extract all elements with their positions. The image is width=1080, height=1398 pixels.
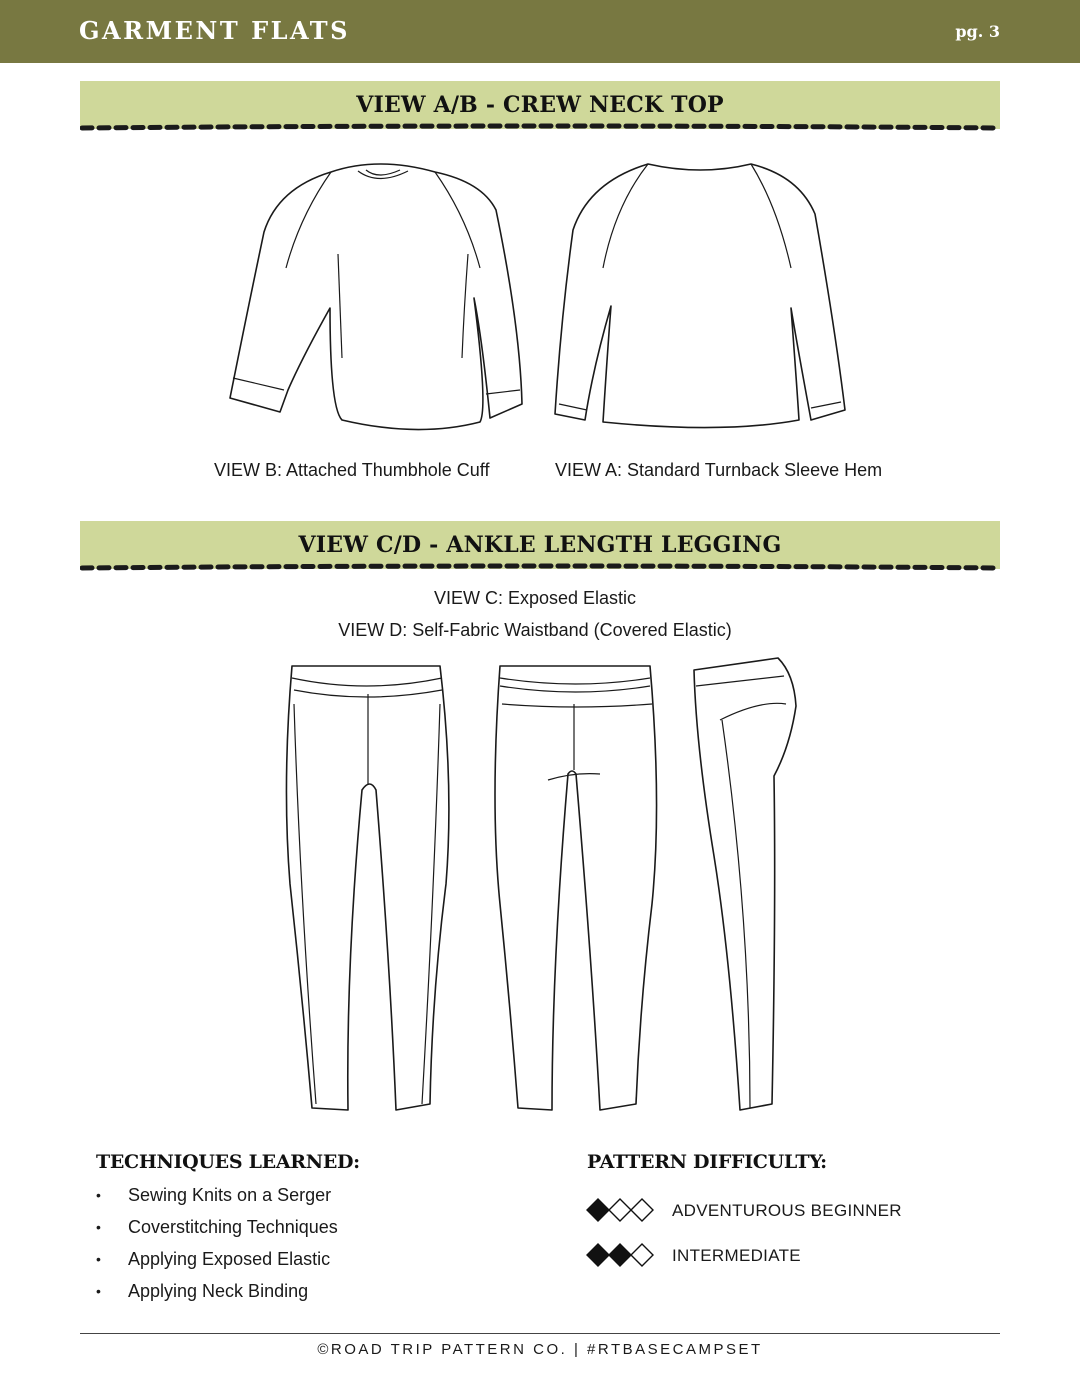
filled-diamond-icon: [609, 1244, 631, 1266]
caption-view-d: VIEW D: Self-Fabric Waistband (Covered Elastic): [338, 620, 732, 640]
list-item: [96, 1182, 338, 1214]
technique-label: Applying Exposed Elastic: [128, 1249, 331, 1269]
footer-credit: ©ROAD TRIP PATTERN CO. | #RTBASECAMPSET: [317, 1341, 763, 1358]
section-band-ankle-legging: [80, 521, 1000, 569]
page-header-title: GARMENT FLATS: [79, 16, 350, 45]
wavy-dash-divider: [80, 121, 1000, 135]
difficulty-label: INTERMEDIATE: [672, 1246, 801, 1265]
bullet-icon: •: [96, 1283, 101, 1299]
technique-label: Applying Neck Binding: [128, 1281, 309, 1301]
filled-diamond-icon: [587, 1244, 609, 1266]
techniques-heading: TECHNIQUES LEARNED:: [96, 1151, 360, 1173]
header-bar: [0, 0, 1080, 63]
list-item: [96, 1278, 338, 1310]
crew-neck-top-front-flat: [228, 158, 528, 436]
filled-diamond-icon: [587, 1199, 609, 1221]
page-number: pg. 3: [955, 22, 1000, 41]
legging-side-flat: [690, 656, 802, 1114]
section-title-crew-neck-top: VIEW A/B - CREW NECK TOP: [356, 92, 724, 118]
empty-diamond-icon: [631, 1244, 653, 1266]
list-item: [96, 1246, 338, 1278]
legging-back-flat: [488, 664, 664, 1116]
footer-divider: [80, 1333, 1000, 1334]
bullet-icon: •: [96, 1251, 101, 1267]
legging-front-flat: [282, 664, 458, 1116]
section-title-ankle-legging: VIEW C/D - ANKLE LENGTH LEGGING: [298, 532, 782, 558]
caption-view-b: VIEW B: Attached Thumbhole Cuff: [214, 460, 490, 480]
section-band-crew-neck-top: [80, 81, 1000, 129]
difficulty-diamonds-icon: [586, 1197, 658, 1223]
difficulty-heading: PATTERN DIFFICULTY:: [587, 1151, 827, 1173]
technique-label: Coverstitching Techniques: [128, 1217, 338, 1237]
techniques-list: [96, 1182, 338, 1310]
difficulty-label: ADVENTUROUS BEGINNER: [672, 1201, 902, 1220]
bullet-icon: •: [96, 1219, 101, 1235]
bullet-icon: •: [96, 1187, 101, 1203]
empty-diamond-icon: [609, 1199, 631, 1221]
caption-view-c: VIEW C: Exposed Elastic: [433, 588, 637, 608]
list-item: [96, 1214, 338, 1246]
empty-diamond-icon: [631, 1199, 653, 1221]
difficulty-diamonds-icon: [586, 1242, 658, 1268]
technique-label: Sewing Knits on a Serger: [128, 1185, 332, 1205]
crew-neck-top-back-flat: [553, 158, 849, 440]
caption-view-a: VIEW A: Standard Turnback Sleeve Hem: [555, 460, 883, 480]
wavy-dash-divider: [80, 561, 1000, 575]
